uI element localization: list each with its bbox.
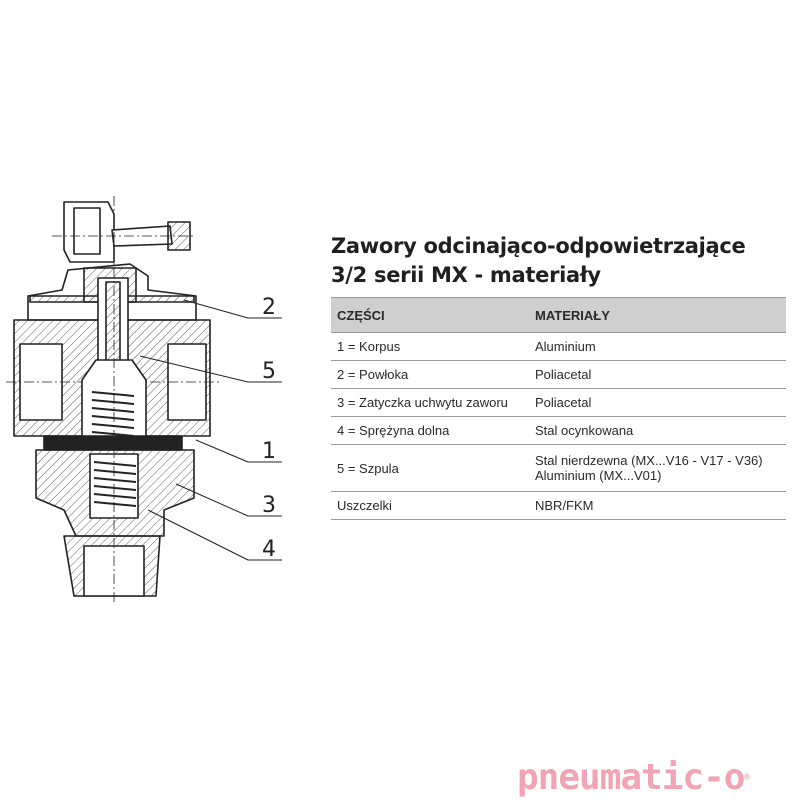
- valve-cross-section-drawing: [0, 190, 300, 610]
- logo-text-hyphen: -: [703, 757, 724, 798]
- part-cell: 2 = Powłoka: [331, 361, 529, 389]
- material-cell: Poliacetal: [529, 389, 786, 417]
- material-line: Aluminium (MX...V01): [535, 468, 662, 483]
- part-cell: 3 = Zatyczka uchwytu zaworu: [331, 389, 529, 417]
- material-cell: [529, 445, 786, 492]
- header-parts: CZĘŚCI: [331, 298, 529, 333]
- table-row: [331, 389, 786, 417]
- material-line: Stal nierdzewna (MX...V16 - V17 - V36): [535, 453, 763, 468]
- logo-text: pneumatic: [517, 757, 704, 798]
- title-line-1: Zawory odcinająco-odpowietrzające: [331, 234, 746, 258]
- material-cell: Poliacetal: [529, 361, 786, 389]
- registered-mark: ®: [744, 773, 750, 783]
- pneumatico-logo: [517, 758, 797, 798]
- table-row: [331, 445, 786, 492]
- page-title: [331, 232, 791, 290]
- callout-4: 4: [262, 537, 276, 562]
- table-row: [331, 361, 786, 389]
- material-cell: NBR/FKM: [529, 492, 786, 520]
- table-row: [331, 492, 786, 520]
- material-cell: Aluminium: [529, 333, 786, 361]
- table-header-row: [331, 298, 786, 333]
- callout-5: 5: [262, 359, 276, 384]
- callout-1: 1: [262, 439, 276, 464]
- callout-2: 2: [262, 295, 276, 320]
- header-materials: MATERIAŁY: [529, 298, 786, 333]
- table-row: [331, 417, 786, 445]
- part-cell: 5 = Szpula: [331, 445, 529, 492]
- part-cell: 4 = Sprężyna dolna: [331, 417, 529, 445]
- material-cell: Stal ocynkowana: [529, 417, 786, 445]
- title-line-2: 3/2 serii MX - materiały: [331, 263, 601, 287]
- part-cell: 1 = Korpus: [331, 333, 529, 361]
- part-cell: Uszczelki: [331, 492, 529, 520]
- callout-3: 3: [262, 493, 276, 518]
- logo-suffix: o: [723, 757, 745, 798]
- table-row: [331, 333, 786, 361]
- materials-table: [331, 297, 786, 520]
